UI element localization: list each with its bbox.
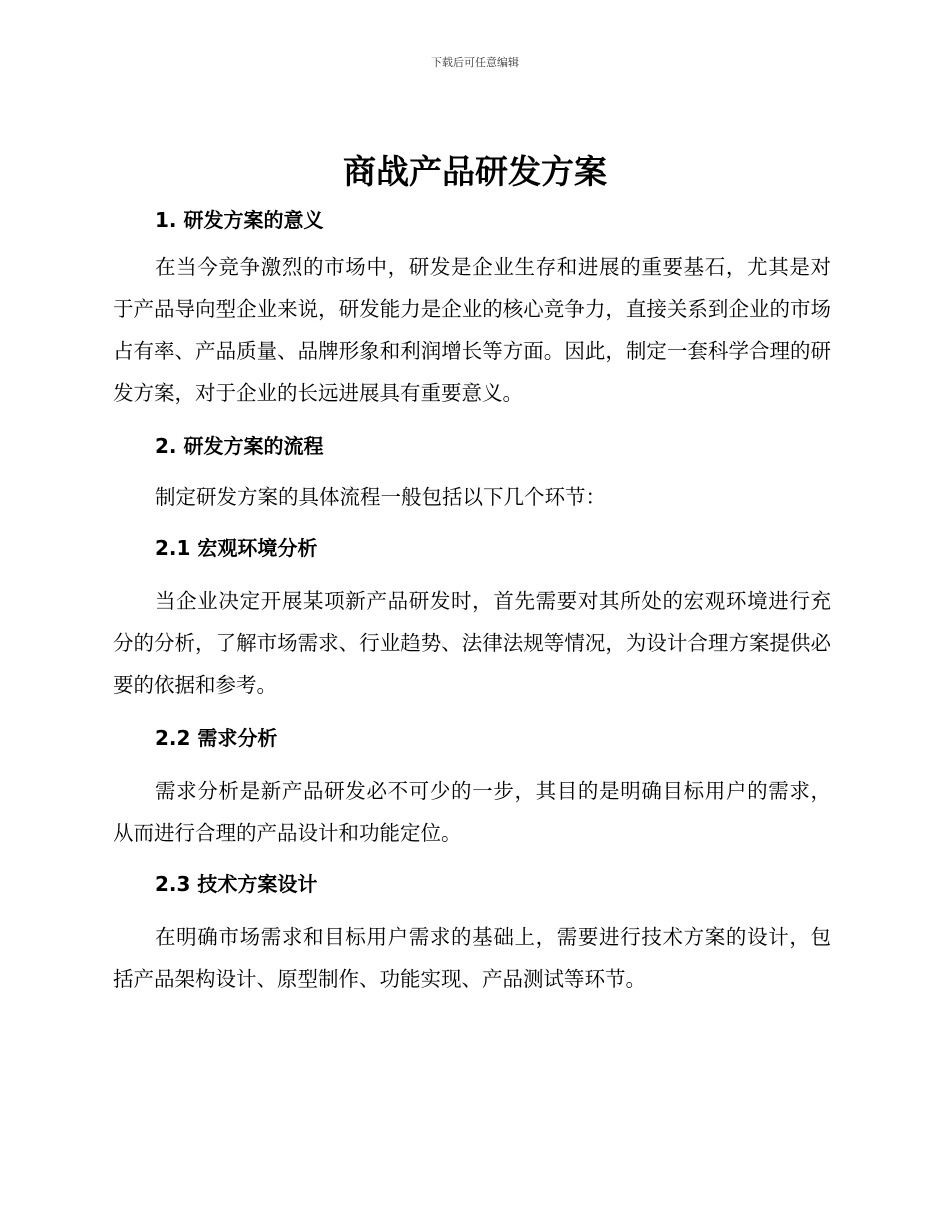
section-heading-2: 2. 研发方案的流程	[155, 434, 324, 458]
section-paragraph-2-2: 需求分析是新产品研发必不可少的一步，其目的是明确目标用户的需求，从而进行合理的产品设计和功能定位。	[113, 779, 831, 845]
header-note: 下载后可任意编辑	[431, 56, 519, 69]
section-heading-2-1: 2.1 宏观环境分析	[155, 536, 318, 560]
section-heading-2-2: 2.2 需求分析	[155, 726, 278, 750]
section-paragraph-2-1: 当企业决定开展某项新产品研发时，首先需要对其所处的宏观环境进行充分的分析，了解市场需求、行业趋势、法律法规等情况，为设计合理方案提供必要的依据和参考。	[113, 589, 831, 697]
document-title: 商战产品研发方案	[343, 152, 607, 191]
document-body	[113, 200, 831, 1000]
section-paragraph-1: 在当今竞争激烈的市场中，研发是企业生存和进展的重要基石，尤其是对于产品导向型企业来说，研发能力是企业的核心竞争力，直接关系到企业的市场占有率、产品质量、品牌形象和利润增长等方面。因此，制定一套科学合理的研发方案，对于企业的长远进展具有重要意义。	[113, 255, 831, 405]
section-heading-2-3: 2.3 技术方案设计	[155, 872, 318, 896]
section-paragraph-2: 制定研发方案的具体流程一般包括以下几个环节：	[155, 485, 606, 509]
section-heading-1: 1. 研发方案的意义	[155, 208, 324, 232]
section-paragraph-2-3: 在明确市场需求和目标用户需求的基础上，需要进行技术方案的设计，包括产品架构设计、原型制作、功能实现、产品测试等环节。	[113, 925, 831, 991]
